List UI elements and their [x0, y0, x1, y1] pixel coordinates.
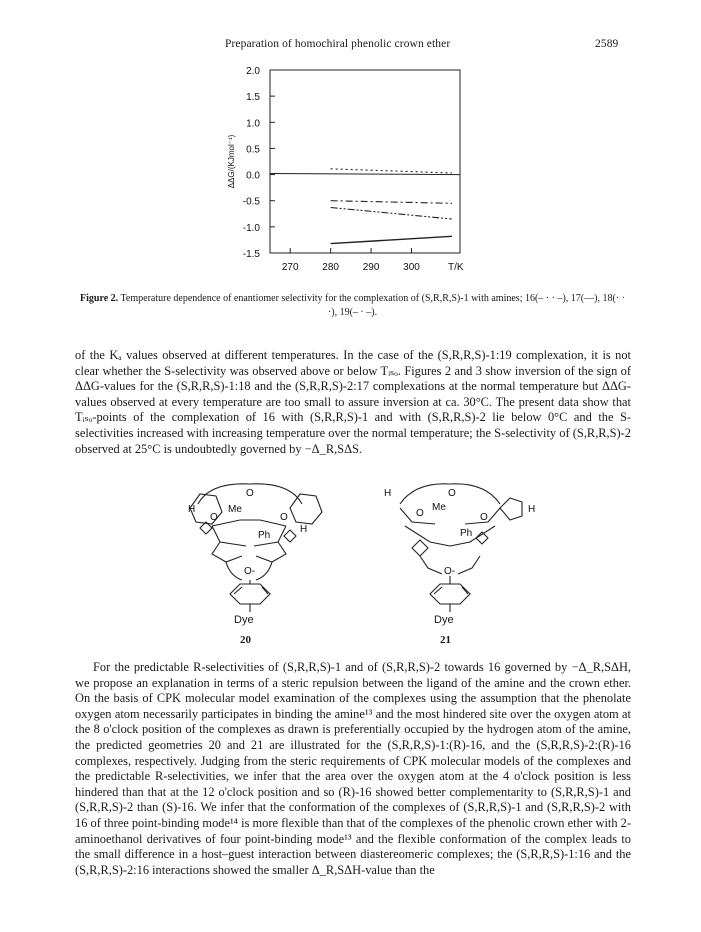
atom-o-right-20: O	[280, 512, 288, 523]
substituent-me-21: Me	[432, 502, 446, 513]
atom-o-left-20: O	[210, 512, 218, 523]
y-tick-label: 1.0	[246, 118, 260, 130]
structure-21	[400, 484, 522, 612]
running-title: Preparation of homochiral phenolic crown ether	[225, 38, 451, 50]
body-paragraph-1	[75, 348, 631, 457]
chart-svg	[200, 58, 490, 280]
dye-label-20: Dye	[234, 614, 254, 626]
structure-label-21: 21	[440, 634, 451, 646]
page-number: 2589	[595, 38, 619, 50]
phenyl-ph-21: Ph	[460, 528, 473, 539]
atom-o-minus-20: O-	[244, 566, 256, 577]
atom-h-20b: H	[300, 524, 308, 535]
dye-label-21: Dye	[434, 614, 454, 626]
x-tick-label: 300	[403, 262, 420, 273]
y-tick-label: -1.0	[242, 222, 260, 234]
paragraph-2-text: For the predictable R-selectivities of (S,R,R,S)-1 and of (S,R,R,S)-2 towards 16 governed by −Δ_R,SΔH, we propose an explanation in terms of a steric repulsion between the ligand of the amine and the crown ether. On the basis of CPK molecular model examination of the complexes using the assumption that the phenolate oxygen atom necessarily participates in binding the amine¹³ and the most hindered site over the oxygen atom at the 8 o'clock position of the complexes as drawn is preferentially occupied by the hydrogen atom of the amine, the predicted geometries 20 and 21 are illustrated for the (S,R,R,S)-1:(R)-16, and the (S,R,R,S)-2:(R)-16 complexes, respectively. Judging from the steric requirements of CPK molecular models of the complexes and the predictable R-selectivities, we infer that the area over the oxygen atom at the 4 o'clock position is less hindered than that at the 12 o'clock position and so (R)-16 showed better complementarity to (S,R,R,S)-1 and (S,R,R,S)-2 than (S)-16. We infer that the conformation of the complexes of (S,R,R,S)-1 and (S,R,R,S)-2 with 16 of three point-binding mode¹⁴ is more flexible than that of the complexes of the phenolic crown ether with 2-aminoethanol derivatives of four point-binding mode¹³ and the flexible conformation of the complex leads to the small difference in a host–guest interaction between diastereomeric complexes; the (S,R,R,S)-1:16 and the (S,R,R,S)-2:16 interactions showed the smaller Δ_R,SΔH-value than the	[75, 660, 631, 877]
figure-caption	[75, 292, 630, 320]
caption-label: Figure 2.	[80, 293, 119, 304]
body-paragraph-2	[75, 660, 631, 878]
atom-o-top-21: O	[448, 488, 456, 499]
figure-2-chart	[200, 58, 490, 280]
atom-h-20a: H	[188, 504, 196, 515]
y-tick-label: -0.5	[242, 196, 260, 208]
x-tick-label: 270	[281, 262, 299, 273]
zero-line	[270, 174, 460, 175]
structure-20	[190, 484, 322, 612]
atom-o-left-21: O	[416, 508, 424, 519]
series-line-19	[331, 201, 452, 204]
x-tick-label: 280	[322, 262, 339, 273]
caption-text: Temperature dependence of enantiomer selectivity for the complexation of (S,R,R,S)-1 with amines; 16(– · · –), 17(—), 18(· · ·), 19(– · –).	[120, 293, 625, 318]
y-tick-label: 2.0	[246, 66, 260, 77]
atom-o-minus-21: O-	[444, 566, 456, 577]
x-tick-label: 290	[362, 262, 380, 273]
series-line-16	[331, 208, 452, 220]
atom-h-21a: H	[384, 488, 392, 499]
paragraph-1-text: of the Kₐ values observed at different temperatures. In the case of the (S,R,R,S)-1:19 complexation, it is not clear whether the S-selectivity was observed above or below Tᵢₛₒ. Figures 2 and 3 show inversion of the sign of ΔΔG-values for the (S,R,R,S)-1:18 and the (S,R,R,S)-2:17 complexations at the normal temperature but ΔΔG-values observed at every temperature are too small to assure inversion at ca. 30°C. The present data show that Tᵢₛₒ-points of the complexation of 16 with (S,R,R,S)-1 and with (S,R,R,S)-2 lie below 0°C and the S-selectivities increased with increasing temperature over the normal temperature; the S-selectivity of (S,R,R,S)-2 observed at 25°C is undoubtedly governed by −Δ_R,SΔS.	[75, 348, 631, 456]
series-line-17	[331, 236, 452, 243]
x-axis-label: T/K	[448, 262, 464, 273]
structures-figure	[150, 476, 570, 626]
y-tick-label: -1.5	[242, 249, 260, 260]
atom-o-right-21: O	[480, 512, 488, 523]
atom-h-21b: H	[528, 504, 536, 515]
atom-o-top-20: O	[246, 488, 254, 499]
structure-label-20: 20	[240, 634, 251, 646]
plot-frame	[270, 70, 460, 253]
phenyl-ph-20: Ph	[258, 530, 271, 541]
y-axis-label: ΔΔG/(KJmol⁻¹)	[227, 134, 236, 189]
y-tick-label: 0.5	[246, 144, 260, 156]
substituent-me-20: Me	[228, 504, 242, 515]
y-tick-label: 1.5	[246, 92, 260, 104]
series-line-18	[331, 169, 452, 173]
y-tick-label: 0.0	[246, 170, 260, 182]
